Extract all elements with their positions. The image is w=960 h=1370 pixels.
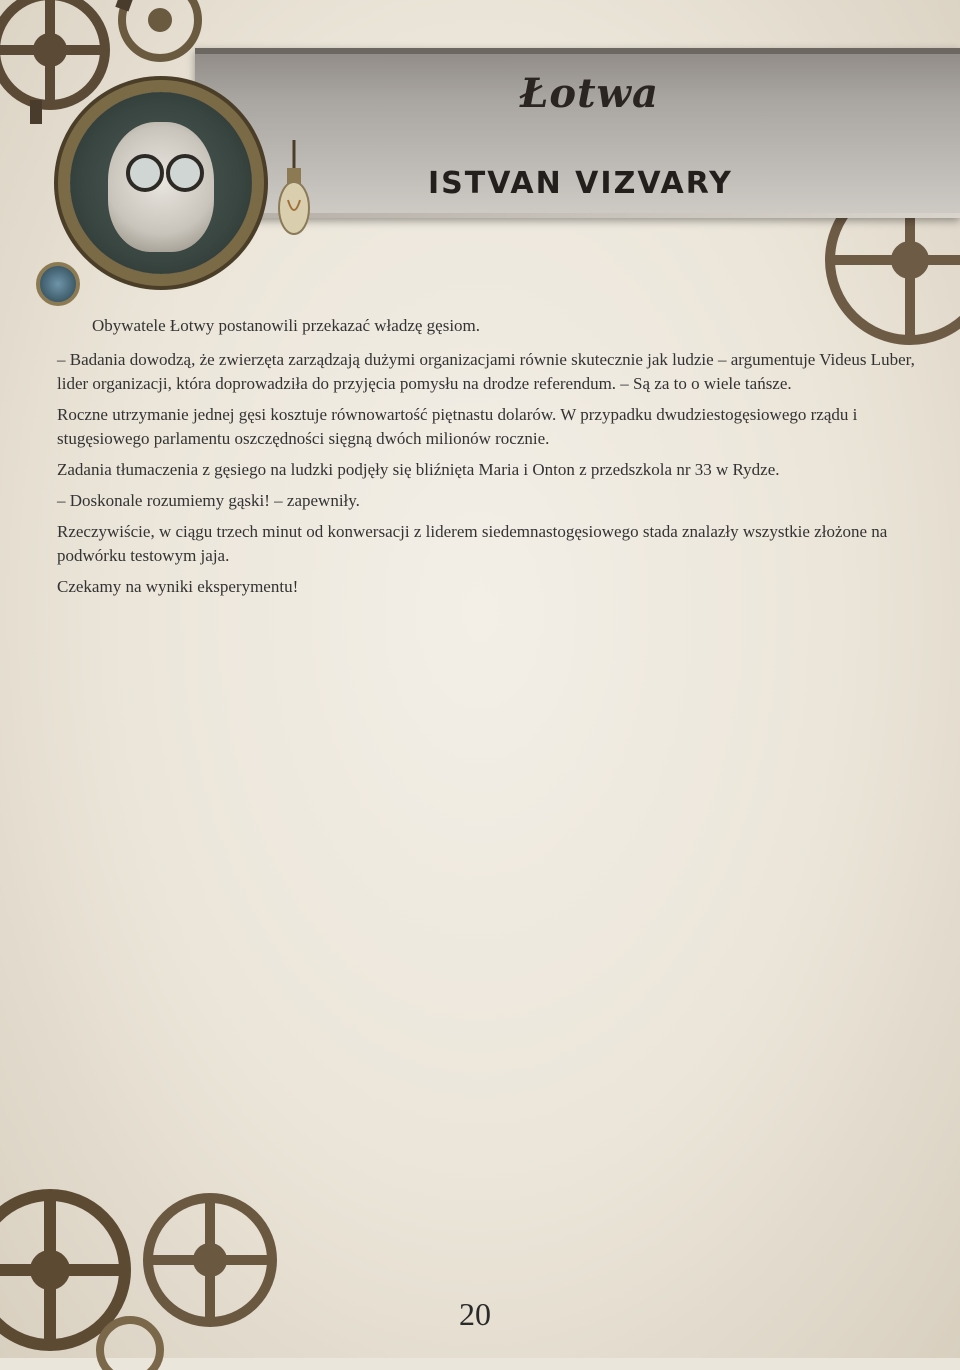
- lightbulb-icon: [274, 140, 314, 240]
- compass-pendant-icon: [36, 262, 80, 306]
- paragraph-3: Roczne utrzymanie jednej gęsi kosztuje równowartość piętnastu dolarów. W przypadku dwudziestogęsiowego rządu i stugęsiowego parlamentu oszczędności sięgną dwóch milionów rocznie.: [57, 405, 858, 448]
- author-portrait: [70, 92, 252, 274]
- paragraph-4: Zadania tłumaczenia z gęsiego na ludzki podjęły się bliźnięta Maria i Onton z przedszkola nr 33 w Rydze.: [57, 460, 780, 479]
- author-name: ISTVAN VIZVARY: [428, 166, 733, 201]
- country-title: Łotwa: [520, 70, 659, 117]
- paragraph-2: – Badania dowodzą, że zwierzęta zarządzają dużymi organizacjami równie skutecznie jak ludzie – argumentuje Videus Luber, lider organizacji, która doprowadziła do przyjęcia pomysłu na drodze referendum. – Są za to o wiele tańsze.: [57, 350, 915, 393]
- paragraph-7: Czekamy na wyniki eksperymentu!: [57, 577, 299, 596]
- gear-cluster-bottom-left-icon: [0, 1150, 290, 1370]
- paragraph-1: Obywatele Łotwy postanowili przekazać władzę gęsiom.: [92, 316, 481, 335]
- lion-face-illustration: [108, 122, 214, 252]
- paragraph-5: – Doskonale rozumiemy gąski! – zapewniły.: [57, 491, 360, 510]
- paragraph-6: Rzeczywiście, w ciągu trzech minut od konwersacji z liderem siedemnastogęsiowego stada znalazły wszystkie złożone na podwórku testowym jaja.: [57, 522, 888, 565]
- goggle-right-icon: [166, 154, 204, 192]
- goggle-left-icon: [126, 154, 164, 192]
- story-text: [57, 314, 917, 599]
- page-number: 20: [459, 1296, 491, 1332]
